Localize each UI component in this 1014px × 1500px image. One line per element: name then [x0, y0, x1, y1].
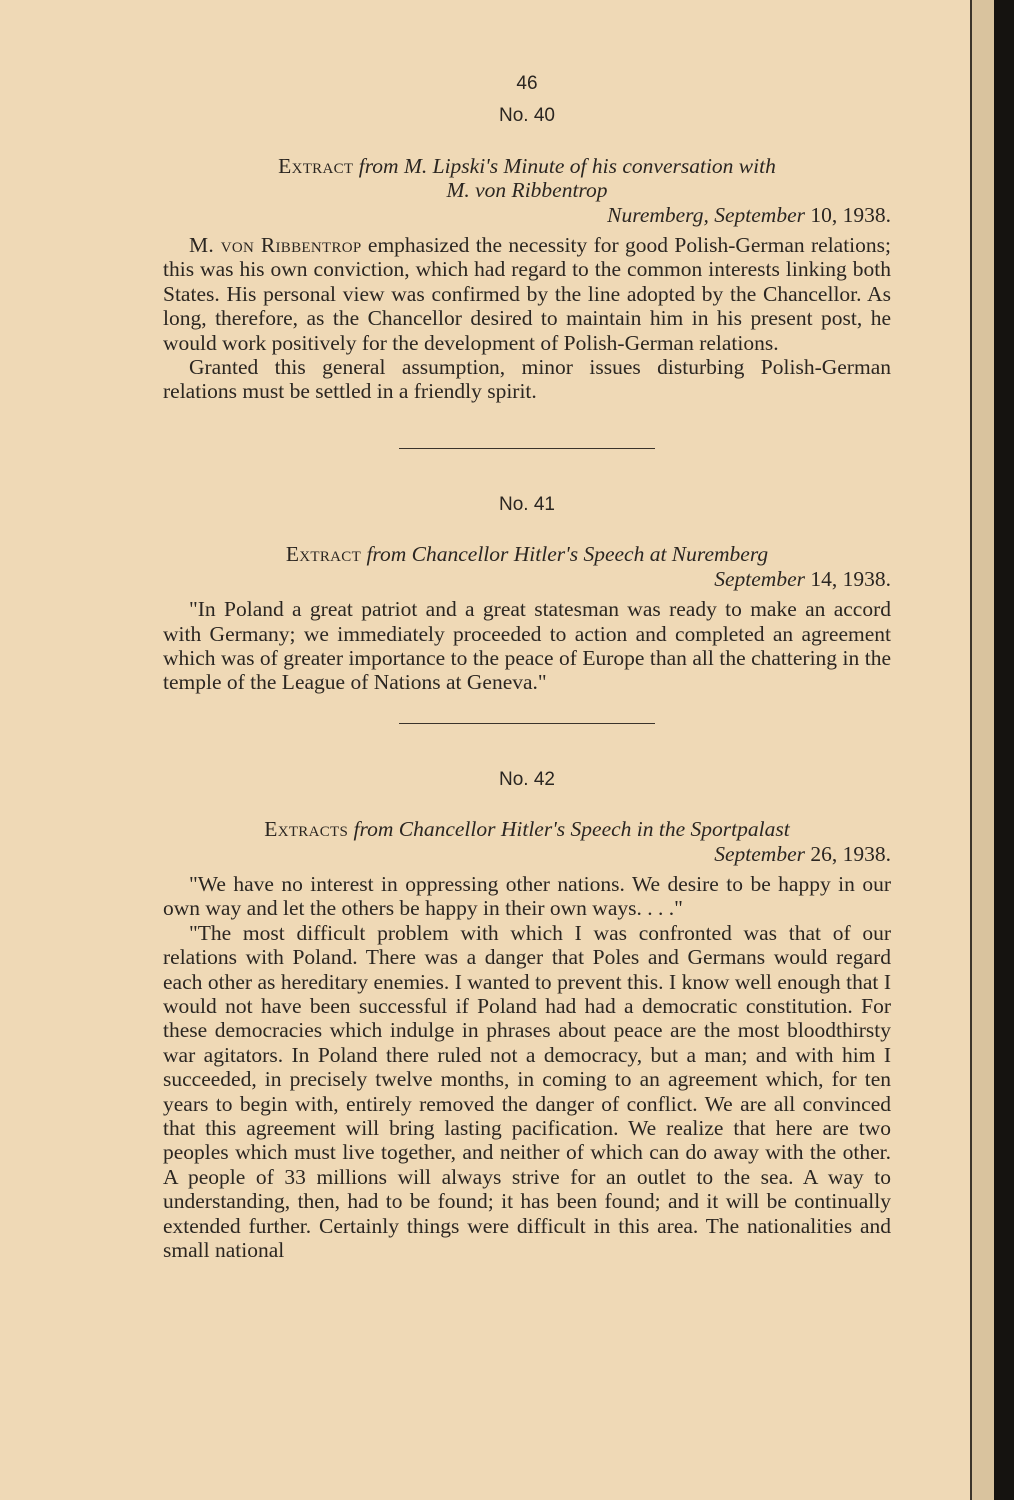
- date-place: Nuremberg, September: [607, 202, 805, 227]
- heading-prefix: Extract: [285, 542, 362, 567]
- heading-prefix: Extract: [278, 153, 354, 178]
- document-42: [163, 768, 891, 1263]
- document-heading: [163, 817, 891, 841]
- document-41: [163, 493, 891, 695]
- paragraph: [163, 233, 891, 355]
- date-value: 26, 1938.: [810, 841, 891, 866]
- date-place: September: [714, 841, 805, 866]
- document-number: No. 41: [499, 493, 555, 515]
- heading-title-line2: M. von Ribbentrop: [446, 178, 608, 203]
- document-heading: [163, 542, 891, 566]
- page-content: [163, 72, 891, 1262]
- page-number: 46: [516, 73, 538, 94]
- dateline: [163, 842, 891, 866]
- document-number: No. 42: [499, 768, 555, 790]
- date-place: September: [714, 566, 805, 591]
- paragraph: "The most difficult problem with which I was confronted was that of our relations with Poland. There was a danger that Poles and Germans would regard each other as hereditary enemies. I wanted to prevent this. I know well enough that I would not have been successful if Poland had had a democratic constitution. For these democracies which indulge in phrases about peace are the most bloodthirsty war agitators. In Poland there ruled not a democracy, but a man; and with him I succeeded, in precisely twelve months, in coming to an agreement which, for ten years to begin with, entirely removed the danger of conflict. We are all convinced that this agreement will bring lasting pacification. We realize that here are two peoples which must live together, and neither of which can do away with the other. A people of 33 millions will always strive for an outlet to the sea. A way to understanding, then, had to be found; it has been found; and it will be continually extended further. Certainly things were difficult in this area. The nationalities and small national: [163, 920, 891, 1263]
- heading-title: from Chancellor Hitler's Speech in the Sportpalast: [353, 817, 790, 842]
- paragraph: Granted this general assumption, minor issues disturbing Polish-German relations must be settled in a friendly spirit.: [163, 355, 891, 404]
- paragraph: "In Poland a great patriot and a great statesman was ready to make an accord with Germany; we immediately proceeded to action and completed an agreement which was of greater importance to the peace of Europe than all the chattering in the temple of the League of Nations at Geneva.": [163, 597, 891, 695]
- document-number: No. 40: [499, 105, 555, 127]
- date-value: 14, 1938.: [810, 566, 891, 591]
- heading-title: from Chancellor Hitler's Speech at Nuremberg: [366, 542, 769, 567]
- date-value: 10, 1938.: [810, 202, 891, 227]
- paragraph-text: emphasized the necessity for good Polish-German relations; this was his own conviction, which had regard to the common interests linking both States. His personal view was confirmed by the line adopted by the Chancellor. As long, therefore, as the Chancellor desired to maintain him in his present post, he would work positively for the development of Polish-German relations.: [163, 233, 891, 355]
- lead-smallcaps: M. von Ribbentrop: [189, 233, 362, 258]
- dateline: [163, 567, 891, 591]
- binding-shadow: [994, 0, 1014, 1500]
- document-40: [163, 104, 891, 403]
- paragraph: "We have no interest in oppressing other nations. We desire to be happy in our own way and let the others be happy in their own ways. . . .": [163, 871, 891, 921]
- document-heading: [163, 154, 891, 203]
- heading-prefix: Extracts: [264, 817, 349, 842]
- dateline: [163, 203, 891, 227]
- heading-title: from M. Lipski's Minute of his conversation with: [358, 153, 776, 178]
